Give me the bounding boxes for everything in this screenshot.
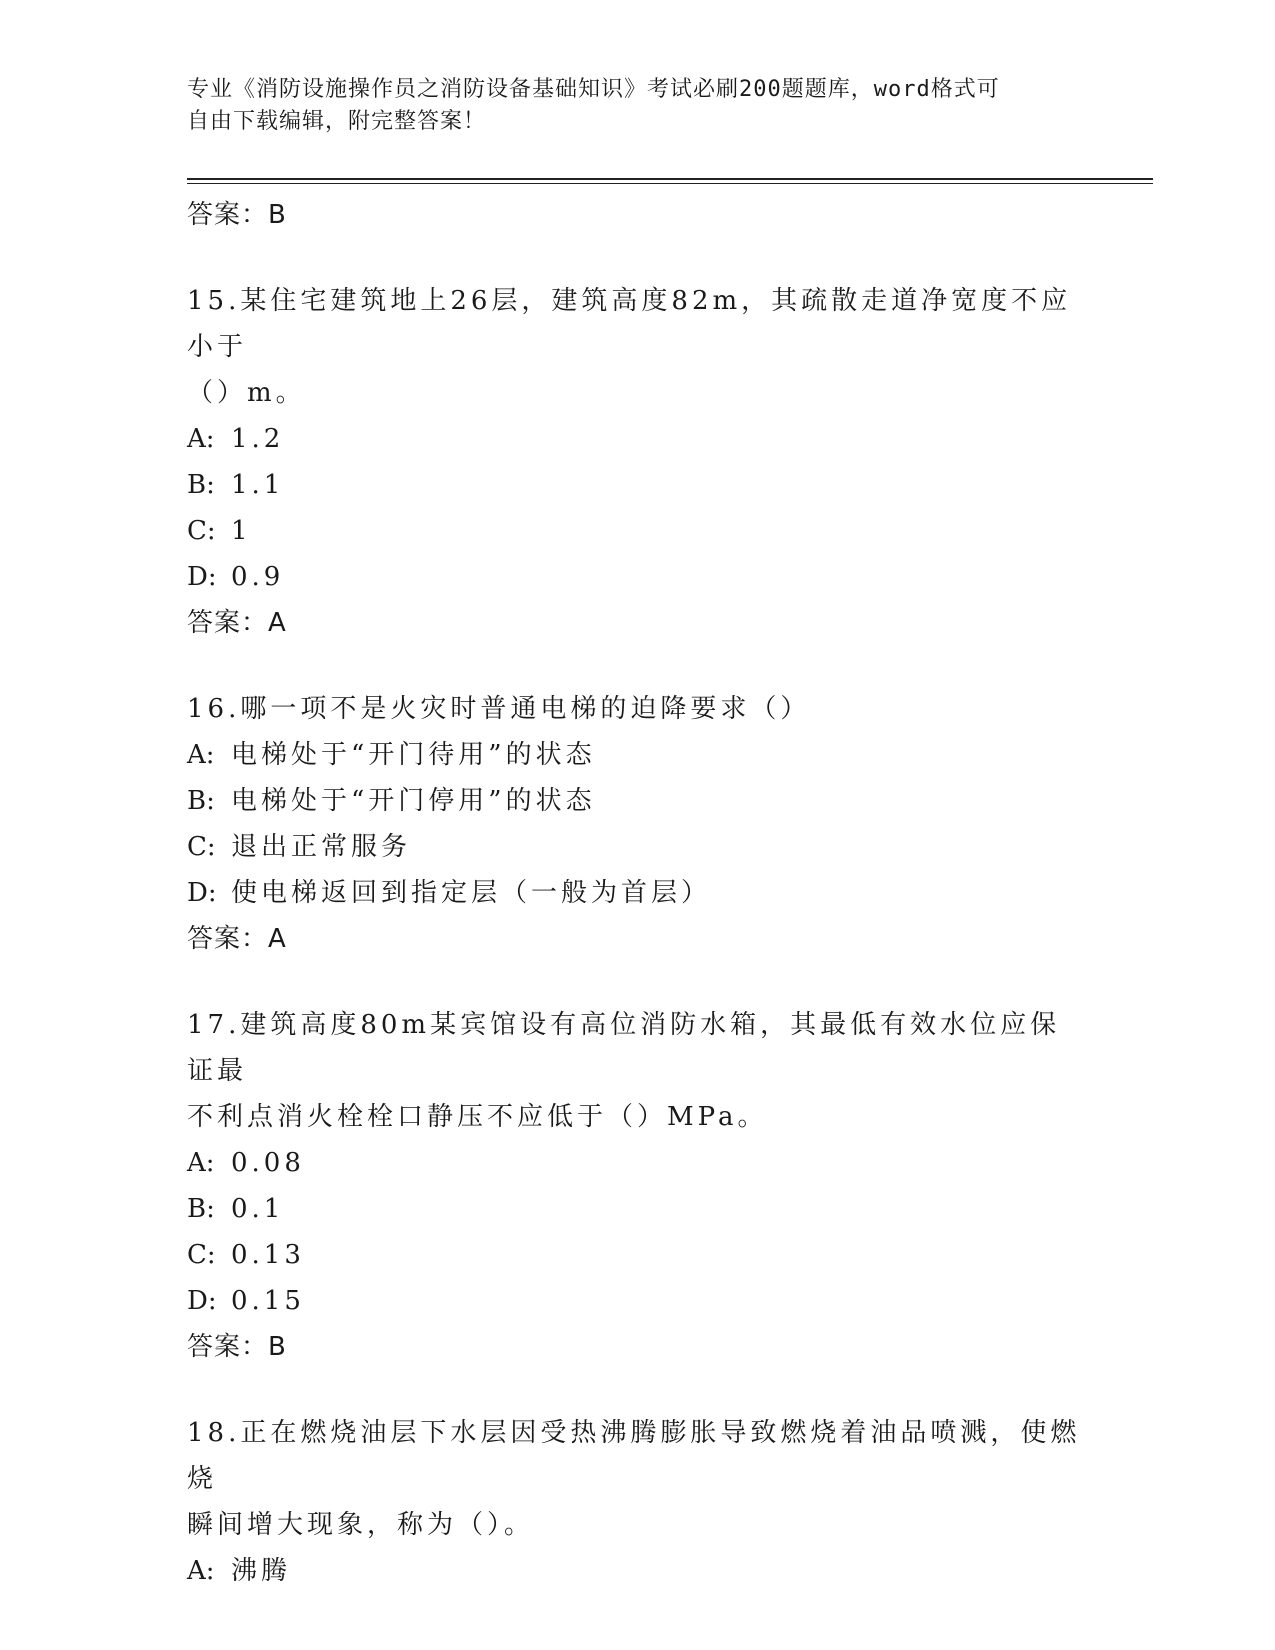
answer-line: 答案：B [187, 1332, 287, 1362]
option-b [187, 1186, 1087, 1232]
option-text: 退出正常服务 [231, 832, 412, 862]
option-text: 电梯处于“开门待用”的状态 [231, 740, 596, 770]
option-letter: A: [187, 740, 215, 770]
question-18 [187, 1410, 1087, 1594]
option-letter: A: [187, 1148, 215, 1178]
option-text: 0.1 [231, 1194, 285, 1224]
option-c [187, 1232, 1087, 1278]
question-16 [187, 686, 1087, 962]
option-letter: C: [187, 1240, 216, 1270]
option-d [187, 1278, 1087, 1324]
option-letter: D: [187, 1286, 217, 1316]
question-stem [187, 278, 1087, 416]
stem-line: 不利点消火栓栓口静压不应低于（）MPa。 [187, 1102, 768, 1132]
option-d [187, 554, 1087, 600]
option-b [187, 778, 1087, 824]
option-letter: D: [187, 878, 217, 908]
stem-line: 17.建筑高度80m某宾馆设有高位消防水箱，其最低有效水位应保证最 [187, 1010, 1061, 1086]
stem-line: 16.哪一项不是火灾时普通电梯的迫降要求（） [187, 694, 811, 724]
option-letter: A: [187, 424, 215, 454]
option-text: 使电梯返回到指定层（一般为首层） [231, 878, 712, 908]
option-a [187, 416, 1087, 462]
option-d [187, 870, 1087, 916]
option-a [187, 1548, 1087, 1594]
option-letter: B: [187, 1194, 215, 1224]
option-c [187, 508, 1087, 554]
option-letter: B: [187, 786, 215, 816]
option-text: 0.9 [231, 562, 285, 592]
question-stem [187, 686, 1087, 732]
option-text: 1 [231, 516, 252, 546]
answer-line: 答案：A [187, 924, 287, 954]
option-letter: A: [187, 1556, 215, 1586]
document-header [187, 74, 1067, 138]
option-letter: B: [187, 470, 215, 500]
question-list [187, 192, 1087, 1594]
answer-line: 答案：A [187, 608, 287, 638]
previous-answer: 答案：B [187, 200, 287, 230]
option-text: 0.13 [231, 1240, 305, 1270]
option-text: 0.08 [231, 1148, 305, 1178]
option-a [187, 732, 1087, 778]
question-15 [187, 278, 1087, 646]
question-stem [187, 1410, 1087, 1548]
header-divider-thin [187, 183, 1153, 184]
header-line-2: 自由下载编辑，附完整答案！ [187, 109, 487, 134]
option-letter: C: [187, 832, 216, 862]
header-divider-thick [187, 178, 1153, 180]
option-b [187, 462, 1087, 508]
option-text: 1.2 [231, 424, 285, 454]
option-text: 1.1 [231, 470, 285, 500]
option-text: 沸腾 [231, 1556, 292, 1586]
stem-line: （）m。 [187, 378, 306, 408]
question-stem [187, 1002, 1087, 1140]
stem-line: 瞬间增大现象，称为（）。 [187, 1510, 535, 1540]
option-a [187, 1140, 1087, 1186]
option-letter: D: [187, 562, 217, 592]
option-text: 电梯处于“开门停用”的状态 [231, 786, 596, 816]
stem-line: 18.正在燃烧油层下水层因受热沸腾膨胀导致燃烧着油品喷溅，使燃烧 [187, 1418, 1081, 1494]
stem-line: 15.某住宅建筑地上26层，建筑高度82m，其疏散走道净宽度不应小于 [187, 286, 1072, 362]
option-letter: C: [187, 516, 216, 546]
question-17 [187, 1002, 1087, 1370]
option-c [187, 824, 1087, 870]
option-text: 0.15 [231, 1286, 305, 1316]
header-line-1: 专业《消防设施操作员之消防设备基础知识》考试必刷200题题库，word格式可 [187, 77, 1000, 102]
